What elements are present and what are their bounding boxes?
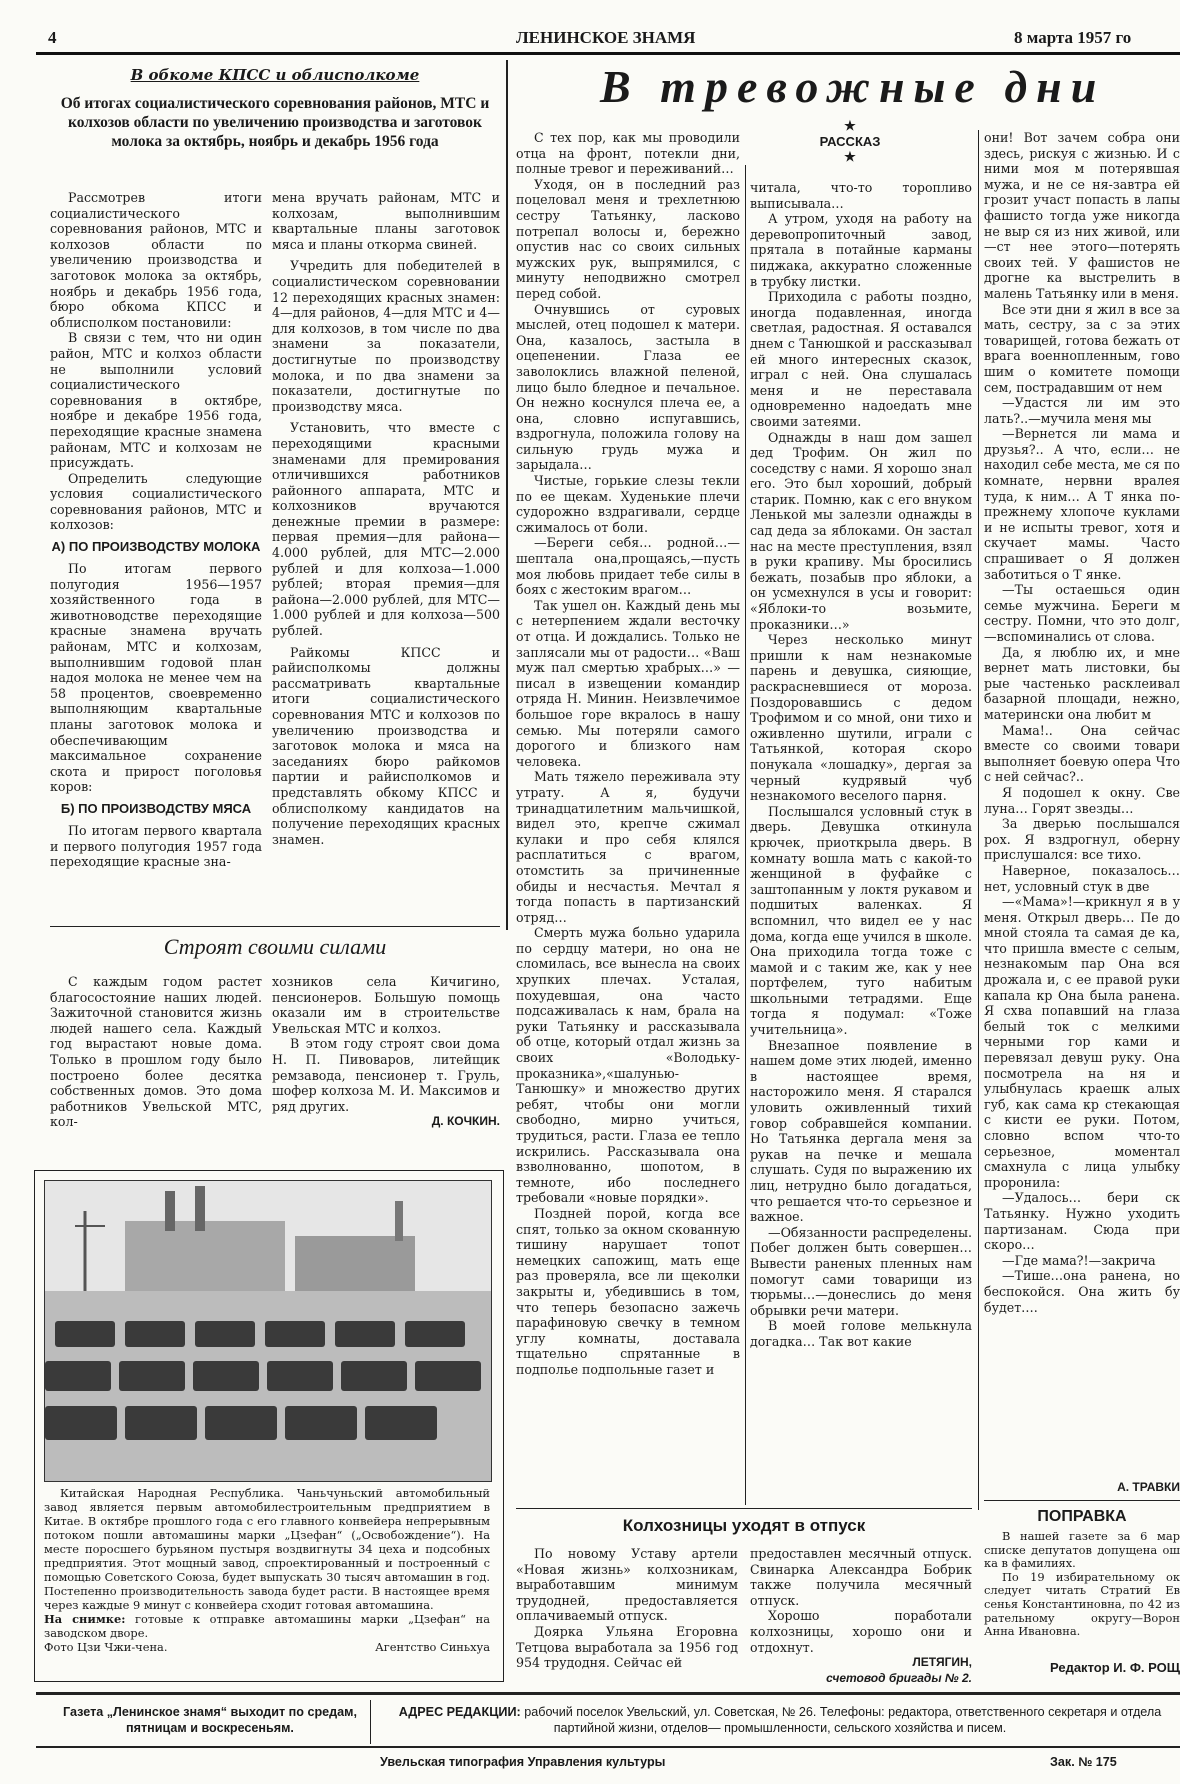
section-heading-milk: А) ПО ПРОИЗВОДСТВУ МОЛОКА: [51, 539, 261, 555]
story-signature: А. ТРАВКИ: [1117, 1480, 1180, 1494]
section-heading-meat: Б) ПО ПРОИЗВОДСТВУ МЯСА: [60, 800, 252, 816]
paragraph: В нашей газете за 6 мар списке депутатов допущена ош ка в фамилиях.: [984, 1530, 1180, 1571]
stroyat-title: Строят своими силами: [163, 934, 387, 959]
paragraph: По итогам первого квартала и первого полугодия 1957 года переходящие красные зна-: [50, 822, 262, 870]
paragraph: Учредить для победителей в социалистическом соревновании 12 переходящих красных знамен: 4—для районов, 4—для МТС и 4—для колхозов, в том числе по два знамени за показатели, достигнутые по производству молока, и по два знамени за показатели, достигнутые по производству мяса.: [272, 258, 500, 414]
address-text: рабочий поселок Увельский, ул. Советская, № 26. Телефоны: редактора, ответственного секретаря и отдела партийной жизни, отделов— промышленности, сельского хозяйства и писем.: [524, 1705, 1162, 1735]
paragraph: —Тише…она ранена, но беспокойся. Она жить бу будет….: [984, 1268, 1180, 1315]
footer-rule: [36, 1746, 1180, 1748]
paragraph: Приходила с работы поздно, иногда подавленная, иногда светлая, радостная. Я оставался днем с Танюшкой и рассказывал ей много интересных сказок, играл с ней. Она слушалась меня и не переставала одновременно надоедать мне своими затеями.: [750, 289, 972, 429]
paragraph: Хорошо поработали колхозницы, хорошо они и отдохнут.: [750, 1608, 972, 1655]
column-divider: [745, 165, 746, 1505]
paragraph: предоставлен месячный отпуск. Свинарка Александра Бобрик также получила месячный отпуск.: [750, 1546, 972, 1608]
otpusk-column-1: [516, 1546, 738, 1686]
paragraph: Однажды в наш дом зашел дед Трофим. Он жил по соседству с нами. Я хорошо знал его. Это был хороший, добрый старик. Помню, как с его внуком Ленькой мы залезли однажды в сад деда за яблоками. Он застал нас на месте преступления, взял в руки крапиву. Мы бросились бежать, позабыв про яблоки, а он усмехнулся в усы и говорит: «Яблоки-то возьмите, проказники…»: [750, 429, 972, 632]
otpusk-title: Колхозницы уходят в отпуск: [622, 1516, 866, 1535]
story-title: В тревожные дни: [600, 61, 1106, 112]
page-number: 4: [48, 28, 57, 47]
photo-credit: Фото Цзи Чжи-чена.: [44, 1640, 168, 1654]
paragraph: Поздней порой, когда все спят, только за окном скованную тишину нарушает топот немецких сапожищ, мать еще раз проверяла, все ли щеколки закрыты и, убедившись в том, что теперь безопасно зажечь парафиновую свечку в темном углу комнаты, доставала тщательно спрятанные в подполье подпольные газет и: [516, 1205, 740, 1377]
divider: [516, 1508, 972, 1509]
newspaper-name: ЛЕНИНСКОЕ ЗНАМЯ: [516, 28, 696, 47]
paragraph: В моей голове мелькнула догадка… Так вот какие: [750, 1318, 972, 1349]
star-icon: ★: [844, 118, 856, 133]
paragraph: Так ушел он. Каждый день мы с нетерпением ждали весточку от отца. И дождались. Только не заплясали мы от радости… «Ваш муж пал смертью храбрых…» — писал в извещении командир отряда Н. Минин. Неизвлечимое большое горе вкралось в нашу семью. Мы потеряли самого дорогого и близкого нам человека.: [516, 597, 740, 769]
paragraph: Райкомы КПСС и райисполкомы должны рассматривать квартальные итоги социалистического соревнования МТС и колхозов по увеличению производства и заготовок молока и мяса на заседаниях бюро райкомов партии и райисполкомов и представлять обкому КПСС и облисполкому кандидатов на получение переходящих красных знамен.: [272, 644, 500, 847]
caption-note: готовые к отправке автомашины марки „Цзефан“ на заводском дворе.: [44, 1612, 490, 1640]
paragraph: Да, я люблю их, и мне вернет мать листовки, бы рые частенько расклеивал базарной площади, нежно, матерински она любит м: [984, 644, 1180, 722]
star-icon: ★: [844, 149, 856, 164]
popravka-title: ПОПРАВКА: [1037, 1508, 1127, 1525]
column-divider: [506, 60, 508, 930]
popravka-body: [984, 1530, 1180, 1650]
paragraph: С каждым годом растет благосостояние наших людей. Зажиточной становится жизнь людей нашего села. Каждый год вырастают новые дома. Только в прошлом году было построено более десятка собственных домов. Это дома работников Увельской МТС, кол-: [50, 974, 262, 1130]
stroyat-signature: Д. КОЧКИН.: [431, 1114, 500, 1129]
divider: [50, 926, 500, 927]
story-column-2: [750, 180, 972, 1500]
obkom-article: [50, 66, 500, 151]
paragraph: Установить, что вместе с переходящими красными знаменами для премирования отличившихся работников районного аппарата, МТС и колхозников вручаются денежные премии в размере: первая премия—для района—4.000 рублей, для МТС—2.000 рублей и для колхоза—1.000 рублей; вторая премия—для района—2.000 рублей, для МТС—1.000 рублей и для колхоза—500 рублей.: [272, 420, 500, 639]
paragraph: Чистые, горькие слезы текли по ее щекам. Худенькие плечи судорожно вздрагивали, сердце сжималось от боли.: [516, 473, 740, 535]
otpusk-signature-name: ЛЕТЯГИН,: [912, 1655, 972, 1670]
paragraph: —«Мама»!—крикнул я в у меня. Открыл дверь… Пе до мной стояла та самая де ка, что пришла вместе с селым, незнакомым пар Она вся дрожала и, с ее правой руки капала кр Она была ранена. Я схва попавший на глаза белый ток с мелкими черными гор ками и перевязал девуш руку. Она посмотрела на ня и улыбнулась краешк алых губ, как сама кр стекающая с кисти ее руки. Потом, словно вспом что-то серьезное, моментал смахнула с лица улыбку проронила:: [984, 894, 1180, 1190]
paragraph: А утром, уходя на работу на деревопропиточный завод, прятала в потайные карманы пиджака, аккуратно сложенные в трубку листки.: [750, 211, 972, 289]
caption-note-label: На снимке:: [44, 1612, 126, 1626]
publication-schedule: Газета „Ленинское знамя“ выходит по средам, пятницам и воскресеньям.: [63, 1705, 357, 1735]
paragraph: Внезапное появление в нашем доме этих людей, именно в настоящее время, насторожило меня. Я старался уловить оживленный тихий говор собравшейся компании. Но Татьянка дергала меня за рукав на печке и мешала слушать. Судя по выражению их лиц, нетрудно было догадаться, что решается что-то серьезное и важное.: [750, 1037, 972, 1225]
paragraph: Все эти дни я жил в все за мать, сестру, за с за этих товарищей, готова бежать от врага военнопленным, гово шим о комитете помощи сем, пострадавшим от нем: [984, 301, 1180, 395]
paragraph: Смерть мужа больно ударила по сердцу матери, но она не сломилась, все вынесла на своих хрупких плечах. Усталая, похудевшая, она часто подсаживалась к нам, брала на руки Татьянку и рассказывала об отце, который отдал жизнь за своих «Володьку-проказника»,«шалунью-Танюшку» и множество других ребят, чтобы они могли свободно, мирно учиться, трудиться, расти. Глаза ее тепло искрились. Рассказывала она взволнованно, шопотом, в темноте, ибо последнего требовали «новые порядки».: [516, 925, 740, 1206]
paragraph: Мама!.. Она сейчас вместе со своими товари выполняет боевую опера Что с ней сейчас?..: [984, 722, 1180, 785]
paragraph: —Обязанности распределены. Побег должен быть совершен… Вывести раненых пленных нам помогут сами товарищи из тюрьмы…—донеслись до меня обрывки речи матери.: [750, 1224, 972, 1318]
stroyat-column-1: [50, 974, 262, 1144]
factory-yard-illustration: [45, 1181, 491, 1481]
paragraph: В связи с тем, что ни один район, МТС и колхоз области не выполнили условий социалистического соревнования в октябре, ноябре и декабре 1956 года, переходящие красные знамена районам, МТС и колхозам не присуждать.: [50, 330, 262, 471]
printer-line: Увельская типография Управления культуры: [380, 1755, 666, 1769]
paragraph: —Вернется ли мама и друзья?.. А что, если… не находил себе места, ме ся по комнате, нервни вралея туда, к ним… А Т янка по-прежнему хлопоче куклами и не испыты тревог, хотя и скучает мамы. Часто спрашивает о Я должен заботиться о Т янке.: [984, 426, 1180, 582]
issue-date: 8 марта 1957 го: [1014, 28, 1132, 47]
divider: [984, 1500, 1180, 1501]
paragraph: За дверью послышался рох. Я вздрогнул, оберну прислушался: все тихо.: [984, 816, 1180, 863]
footer-rule: [36, 1692, 1180, 1695]
obkom-headline: Об итогах социалистического соревнования районов, МТС и колхозов области по увеличению производства и заготовок молока за октябрь, ноябрь и декабрь 1956 года: [60, 95, 490, 150]
paragraph: Наверное, показалось… нет, условный стук в две: [984, 862, 1180, 894]
paragraph: Уходя, он в последний раз поцеловал меня и трехлетнюю сестру Татьянку, ласково потрепал волосы и, бережно опустив нас со своих сильных мужских рук, выпрямился, с минуту неподвижно смотрел перед собой.: [516, 176, 740, 301]
editorial-address: [380, 1704, 1180, 1736]
paragraph: —Удалось… бери ск Татьянку. Нужно уходить партизанам. Сюда при скоро…: [984, 1190, 1180, 1253]
agency-credit: Агентство Синьхуа: [375, 1640, 490, 1654]
paragraph: —Где мама?!—закрича: [1002, 1252, 1156, 1268]
paragraph: —Ты остаешься один семье мужчина. Береги м сестру. Помни, что это долг,—вспоминались от слова.: [984, 582, 1180, 644]
paragraph: —Удастся ли им это лать?..—мучила меня мы: [984, 395, 1180, 426]
address-label: АДРЕС РЕДАКЦИИ:: [398, 1705, 521, 1719]
factory-photo: [44, 1180, 492, 1482]
paragraph: мена вручать районам, МТС и колхозам, выполнившим квартальные планы заготовок мяса и планы откорма свиней.: [272, 190, 500, 252]
paragraph: Очнувшись от суровых мыслей, отец подошел к матери. Она, казалось, застыла в оцепенении. Глаза ее заволоклись влажной пеленой, лицо было бледное и печальное. Он нежно коснулся плеча ее, а она, словно испугавшись, вздрогнула, положила голову на сильную грудь мужа и зарыдала…: [516, 301, 740, 473]
story-genre: РАССКАЗ: [819, 134, 881, 149]
order-number: Зак. № 175: [1050, 1755, 1117, 1769]
paragraph: Рассмотрев итоги социалистического соревнования районов, МТС и колхозов области по увеличению производства и заготовок молока за октябрь, ноябрь и декабрь 1956 года, бюро обкома КПСС и облисполком постановили:: [50, 190, 262, 330]
paragraph: В этом году строят свои дома Н. П. Пивоваров, литейщик ремзавода, пенсионер т. Груль, шофер колхоза М. И. Максимов и ряд других.: [272, 1036, 500, 1114]
story-kicker: [760, 118, 940, 165]
story-column-1: [516, 130, 740, 1500]
photo-caption: [44, 1486, 490, 1676]
stroyat-column-2: [272, 974, 500, 1144]
otpusk-column-2: [750, 1546, 972, 1686]
paragraph: С тех пор, как мы проводили отца на фронт, потекли дни, полные тревог и переживаний…: [516, 130, 740, 177]
paragraph: они! Вот зачем собра они здесь, рискуя с жизнью. И с ними моя м потерявшая мужа, и не се ня-завтра ей грозит участ попасть в лапы фашисто тогда уже никогда не выр ся из них живой, или—ст нее этого—потерять своих тей. У фашистов не дрогне ка выстрелить в малень Татьянку или в меня.: [984, 130, 1180, 301]
footer-divider: [370, 1700, 371, 1744]
otpusk-signature-role: счетовод бригады № 2.: [826, 1670, 972, 1685]
paragraph: Через несколько минут пришли к нам незнакомые парень и девушка, сияющие, раскрасневшиеся от мороза. Поздоровавшись с дедом Трофимом и со мной, они тихо и оживленно шутили, играли с Татьянкой, которая скоро понукала «лошадку», дергая за черный кудрявый чуб незнакомого веселого парня.: [750, 632, 972, 804]
paragraph: хозников села Кичигино, пенсионеров. Большую помощь оказали им в строительстве Увельская МТС и колхоз.: [272, 974, 500, 1036]
paragraph: По новому Уставу артели «Новая жизнь» колхозникам, выработавшим минимум трудодней, предоставляется оплачиваемый отпуск.: [516, 1546, 738, 1624]
paragraph: Мать тяжело переживала эту утрату. А я, будучи тринадцатилетним мальчишкой, видел это, крепче сжимал кулаки и про себя клялся расплатиться с врагом, отомстить за причиненные обиды и несчастья. Мечтал я тогда попасть в партизанский отряд…: [516, 769, 740, 925]
editor-line: Редактор И. Ф. РОЩ: [1050, 1660, 1180, 1675]
column-divider: [978, 130, 979, 1510]
obkom-rubric: В обкоме КПСС и облисполкоме: [130, 66, 420, 84]
paragraph: читала, что-то торопливо выписывала…: [750, 180, 972, 211]
paragraph: Послышался условный стук в дверь. Девушка откинула крючек, приоткрыла дверь. В комнату вошла мать с какой-то женщиной в фуфайке с заштопанным у локтя рукавом и подшитых валенках. Я вспомнил, что видел ее у нас дома, когда еще учился в школе. Она приходила тогда тоже с мамой и с таким же, как у нее портфелем, туго набитым школьными тетрадями. Еще тогда я подумал: «Тоже учительница».: [750, 803, 972, 1038]
paragraph: Я подошел к окну. Све луна… Горят звезды…: [984, 784, 1180, 816]
caption-text: Китайская Народная Республика. Чаньчуньский автомобильный завод является первым автомобилестроительным предприятием в Китае. В октябре прошлого года с его главного конвейера непрерывным потоком пошли автомашины марки „Цзефан“ („Освобождение“). На месте поросшего бурьяном пустыря воздвигнуты 34 цеха и подсобных предприятия. Этот мощный завод, спроектированный и построенный с помощью Советского Союза, будет выпускать 30 тысяч автомашин в год. Постепенно производительность завода будет расти. В настоящее время через каждые 9 минут с конвейера сходит готовая автомашина.: [44, 1486, 490, 1612]
paragraph: —Береги себя… родной…—шептала она,прощаясь,—пусть моя любовь придает тебе силы в боях с жестоким врагом…: [516, 535, 740, 598]
paragraph: По итогам первого полугодия 1956—1957 хозяйственного года в животноводстве переходящие красные знамена вручать районам, МТС и колхозам, выполнившим годовой план надоя молока не менее чем на 58 процентов, своевременно выполняющим квартальные планы заготовок молока и обеспечивающим максимальное сохранение скота и прирост поголовья коров:: [50, 561, 262, 795]
story-column-3: [984, 130, 1180, 1495]
obkom-column-2: [272, 190, 500, 890]
paragraph: Доярка Ульяна Егоровна Тетцова выработала за 1956 год 954 трудодня. Сейчас ей: [516, 1623, 738, 1671]
obkom-column-1: [50, 190, 262, 890]
paragraph: Определить следующие условия социалистического соревнования районов, МТС и колхозов:: [50, 470, 262, 533]
paragraph: По 19 избирательному ок следует читать Стратий Ев сенья Константиновна, по 42 из рательному округу—Ворон Анна Ивановна.: [984, 1569, 1180, 1639]
page-header: [36, 26, 1180, 55]
